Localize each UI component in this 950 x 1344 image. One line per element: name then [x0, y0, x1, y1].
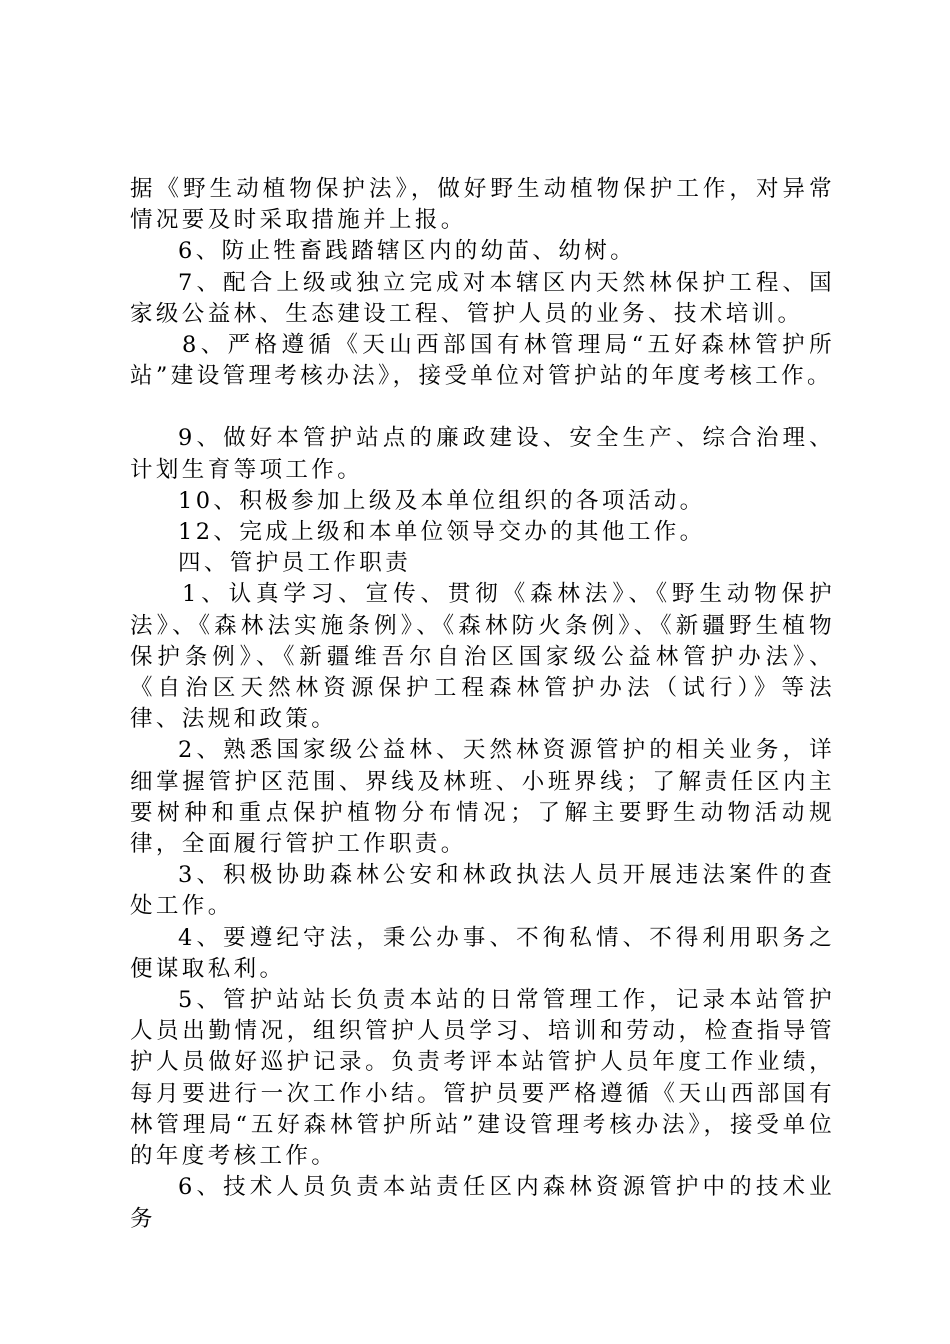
paragraph-duty-2: 2、熟悉国家级公益林、天然林资源管护的相关业务，详细掌握管护区范围、界线及林班、小班界线；了解责任区内主要树种和重点保护植物分布情况；了解主要野生动物活动规律，全面履行管护工作职责。 — [130, 737, 835, 858]
paragraph-item-12: 12、完成上级和本单位领导交办的其他工作。 — [178, 519, 706, 546]
paragraph-duty-1: 1、认真学习、宣传、贯彻《森林法》、《野生动物保护法》、《森林法实施条例》、《森林防火条例》、《新疆野生植物保护条例》、《新疆维吾尔自治区国家级公益林管护办法》、《自治区天然林资源保护工程森林管护办法（试行）》等法律、法规和政策。 — [130, 581, 835, 733]
paragraph-item-7: 7、配合上级或独立完成对本辖区内天然林保护工程、国家级公益林、生态建设工程、管护人员的业务、技术培训。 — [130, 269, 835, 327]
paragraph-item-10: 10、积极参加上级及本单位组织的各项活动。 — [178, 487, 706, 514]
paragraph-duty-3: 3、积极协助森林公安和林政执法人员开展违法案件的查处工作。 — [130, 862, 835, 920]
paragraph-item-6: 6、防止牲畜践踏辖区内的幼苗、幼树。 — [178, 238, 637, 265]
paragraph-item-9: 9、做好本管护站点的廉政建设、安全生产、综合治理、计划生育等项工作。 — [130, 425, 835, 483]
paragraph-duty-6: 6、技术人员负责本站责任区内森林资源管护中的技术业务 — [130, 1174, 835, 1232]
paragraph-item-8: 8、严格遵循《天山西部国有林管理局“五好森林管护所站”建设管理考核办法》，接受单位对管护站的年度考核工作。 — [130, 332, 835, 390]
paragraph-continuation: 据《野生动植物保护法》，做好野生动植物保护工作，对异常情况要及时采取措施并上报。 — [130, 176, 835, 234]
paragraph-duty-4: 4、要遵纪守法，秉公办事、不徇私情、不得利用职务之便谋取私利。 — [130, 924, 835, 982]
document-body — [130, 174, 835, 1235]
paragraph-duty-5: 5、管护站站长负责本站的日常管理工作，记录本站管护人员出勤情况，组织管护人员学习、培训和劳动，检查指导管护人员做好巡护记录。负责考评本站管护人员年度工作业绩，每月要进行一次工作小结。管护员要严格遵循《天山西部国有林管理局“五好森林管护所站”建设管理考核办法》，接受单位的年度考核工作。 — [130, 987, 835, 1170]
section-heading-4: 四、管护员工作职责 — [178, 550, 412, 577]
